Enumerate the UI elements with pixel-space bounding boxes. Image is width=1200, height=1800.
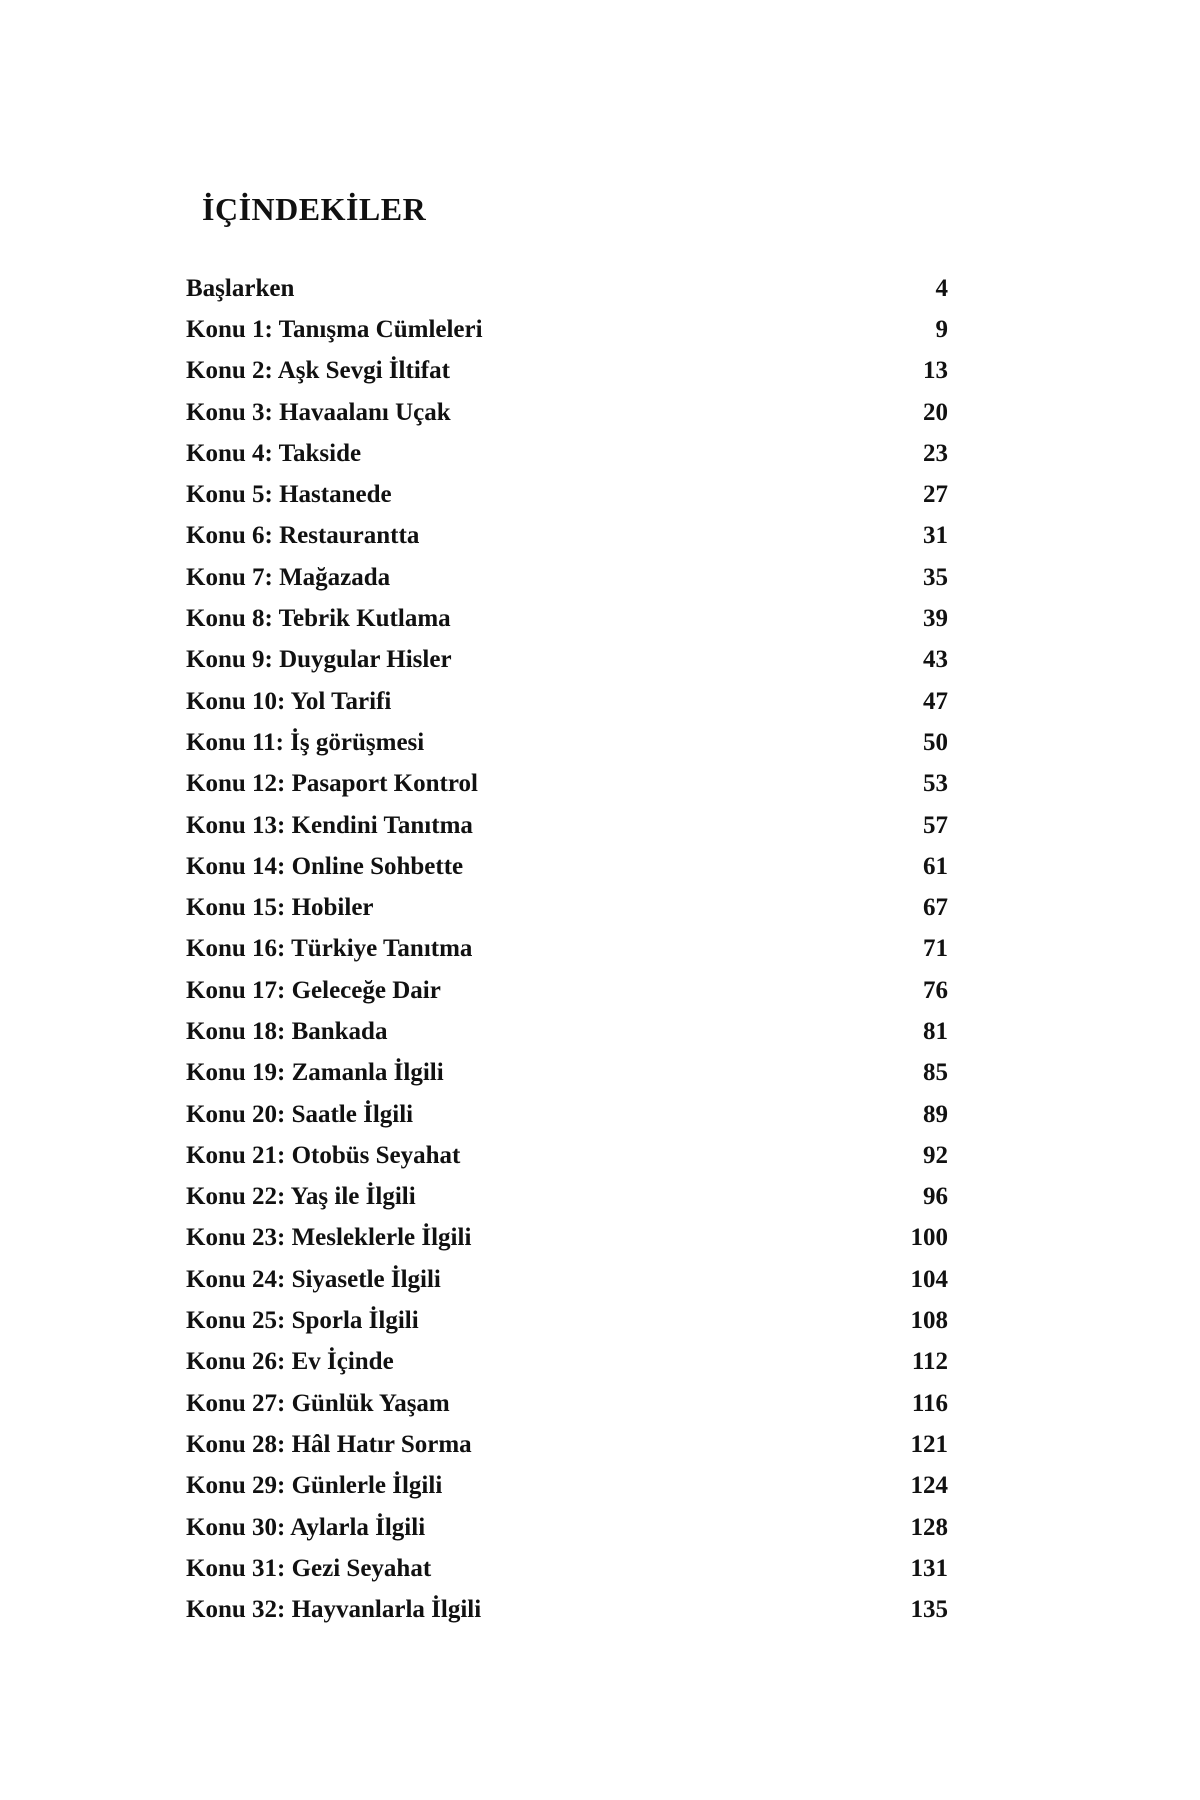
toc-entry-title: Konu 13: Kendini Tanıtma xyxy=(186,811,473,839)
toc-entry xyxy=(186,887,948,928)
toc-entry-page-number: 124 xyxy=(910,1472,948,1500)
toc-entry-page-number: 47 xyxy=(923,687,948,715)
toc-entry-page-number: 100 xyxy=(910,1224,948,1252)
toc-entry xyxy=(186,1507,948,1548)
toc-entry-title: Konu 14: Online Sohbette xyxy=(186,852,464,880)
toc-entry xyxy=(186,764,948,805)
toc-entry-title: Konu 5: Hastanede xyxy=(186,481,392,509)
toc-entry-page-number: 121 xyxy=(910,1430,948,1458)
toc-entry xyxy=(186,846,948,887)
toc-entry xyxy=(186,1135,948,1176)
toc-entry xyxy=(186,640,948,681)
toc-entry-page-number: 71 xyxy=(923,935,948,963)
toc-entry-title: Konu 28: Hâl Hatır Sorma xyxy=(186,1430,472,1458)
toc-entry-title: Konu 3: Havaalanı Uçak xyxy=(186,398,451,426)
page-title: İÇİNDEKİLER xyxy=(202,191,427,227)
toc-entry-title: Konu 17: Geleceğe Dair xyxy=(186,976,441,1004)
toc-entry-title: Konu 27: Günlük Yaşam xyxy=(186,1389,450,1417)
toc-entry-title: Konu 4: Takside xyxy=(186,439,362,467)
toc-entry-page-number: 89 xyxy=(923,1100,948,1128)
toc-entry xyxy=(186,474,948,515)
toc-entry-title: Konu 29: Günlerle İlgili xyxy=(186,1472,443,1500)
toc-entry xyxy=(186,805,948,846)
toc-entry-page-number: 57 xyxy=(923,811,948,839)
toc-entry-page-number: 50 xyxy=(923,728,948,756)
table-of-contents xyxy=(186,268,948,1631)
toc-entry-title: Konu 25: Sporla İlgili xyxy=(186,1307,419,1335)
toc-entry xyxy=(186,681,948,722)
toc-entry xyxy=(186,516,948,557)
toc-entry-page-number: 43 xyxy=(923,646,948,674)
toc-entry-page-number: 23 xyxy=(923,439,948,467)
toc-entry-page-number: 104 xyxy=(910,1265,948,1293)
toc-entry-page-number: 112 xyxy=(911,1348,948,1376)
toc-entry-page-number: 4 xyxy=(935,274,948,302)
toc-entry-page-number: 131 xyxy=(910,1554,948,1582)
toc-entry-title: Başlarken xyxy=(186,274,295,302)
toc-entry xyxy=(186,970,948,1011)
toc-entry xyxy=(186,309,948,350)
toc-entry-title: Konu 8: Tebrik Kutlama xyxy=(186,605,451,633)
toc-entry xyxy=(186,433,948,474)
toc-entry-title: Konu 12: Pasaport Kontrol xyxy=(186,770,478,798)
toc-entry-title: Konu 18: Bankada xyxy=(186,1017,388,1045)
toc-entry-title: Konu 1: Tanışma Cümleleri xyxy=(186,315,483,343)
toc-entry xyxy=(186,929,948,970)
toc-entry xyxy=(186,392,948,433)
toc-entry-title: Konu 24: Siyasetle İlgili xyxy=(186,1265,441,1293)
toc-entry-title: Konu 19: Zamanla İlgili xyxy=(186,1059,444,1087)
toc-entry-title: Konu 32: Hayvanlarla İlgili xyxy=(186,1596,482,1624)
toc-entry-title: Konu 30: Aylarla İlgili xyxy=(186,1513,426,1541)
toc-entry-title: Konu 10: Yol Tarifi xyxy=(186,687,392,715)
toc-entry-page-number: 39 xyxy=(923,605,948,633)
toc-entry-title: Konu 26: Ev İçinde xyxy=(186,1348,394,1376)
toc-entry-page-number: 135 xyxy=(910,1596,948,1624)
toc-entry xyxy=(186,1259,948,1300)
toc-entry xyxy=(186,1342,948,1383)
toc-entry xyxy=(186,598,948,639)
toc-entry-title: Konu 2: Aşk Sevgi İltifat xyxy=(186,357,450,385)
toc-entry-title: Konu 6: Restaurantta xyxy=(186,522,420,550)
toc-entry xyxy=(186,722,948,763)
toc-entry xyxy=(186,1548,948,1589)
toc-entry-page-number: 92 xyxy=(923,1141,948,1169)
toc-entry-page-number: 53 xyxy=(923,770,948,798)
toc-entry-page-number: 108 xyxy=(910,1307,948,1335)
toc-entry xyxy=(186,1218,948,1259)
toc-entry-title: Konu 7: Mağazada xyxy=(186,563,391,591)
toc-entry xyxy=(186,1590,948,1631)
toc-entry-page-number: 81 xyxy=(923,1017,948,1045)
toc-entry-page-number: 85 xyxy=(923,1059,948,1087)
toc-entry xyxy=(186,1466,948,1507)
toc-entry-title: Konu 16: Türkiye Tanıtma xyxy=(186,935,473,963)
toc-entry-page-number: 13 xyxy=(923,357,948,385)
toc-entry xyxy=(186,351,948,392)
toc-entry-page-number: 27 xyxy=(923,481,948,509)
toc-entry-page-number: 96 xyxy=(923,1183,948,1211)
toc-entry-page-number: 61 xyxy=(923,852,948,880)
toc-entry-title: Konu 31: Gezi Seyahat xyxy=(186,1554,432,1582)
toc-entry-title: Konu 21: Otobüs Seyahat xyxy=(186,1141,461,1169)
toc-entry-title: Konu 22: Yaş ile İlgili xyxy=(186,1183,416,1211)
toc-entry xyxy=(186,557,948,598)
toc-entry-page-number: 35 xyxy=(923,563,948,591)
toc-entry xyxy=(186,1383,948,1424)
toc-entry-title: Konu 9: Duygular Hisler xyxy=(186,646,452,674)
toc-entry xyxy=(186,1177,948,1218)
toc-entry xyxy=(186,1094,948,1135)
toc-entry-title: Konu 15: Hobiler xyxy=(186,894,374,922)
toc-entry xyxy=(186,1300,948,1341)
toc-entry-page-number: 20 xyxy=(923,398,948,426)
toc-entry xyxy=(186,268,948,309)
toc-entry-title: Konu 23: Mesleklerle İlgili xyxy=(186,1224,472,1252)
toc-entry-title: Konu 11: İş görüşmesi xyxy=(186,728,425,756)
toc-entry xyxy=(186,1424,948,1465)
toc-entry-page-number: 31 xyxy=(923,522,948,550)
toc-entry-page-number: 76 xyxy=(923,976,948,1004)
toc-entry-title: Konu 20: Saatle İlgili xyxy=(186,1100,414,1128)
toc-entry-page-number: 128 xyxy=(910,1513,948,1541)
toc-entry-page-number: 67 xyxy=(923,894,948,922)
toc-entry-page-number: 9 xyxy=(935,315,948,343)
toc-entry xyxy=(186,1011,948,1052)
toc-entry-page-number: 116 xyxy=(911,1389,948,1417)
toc-entry xyxy=(186,1053,948,1094)
